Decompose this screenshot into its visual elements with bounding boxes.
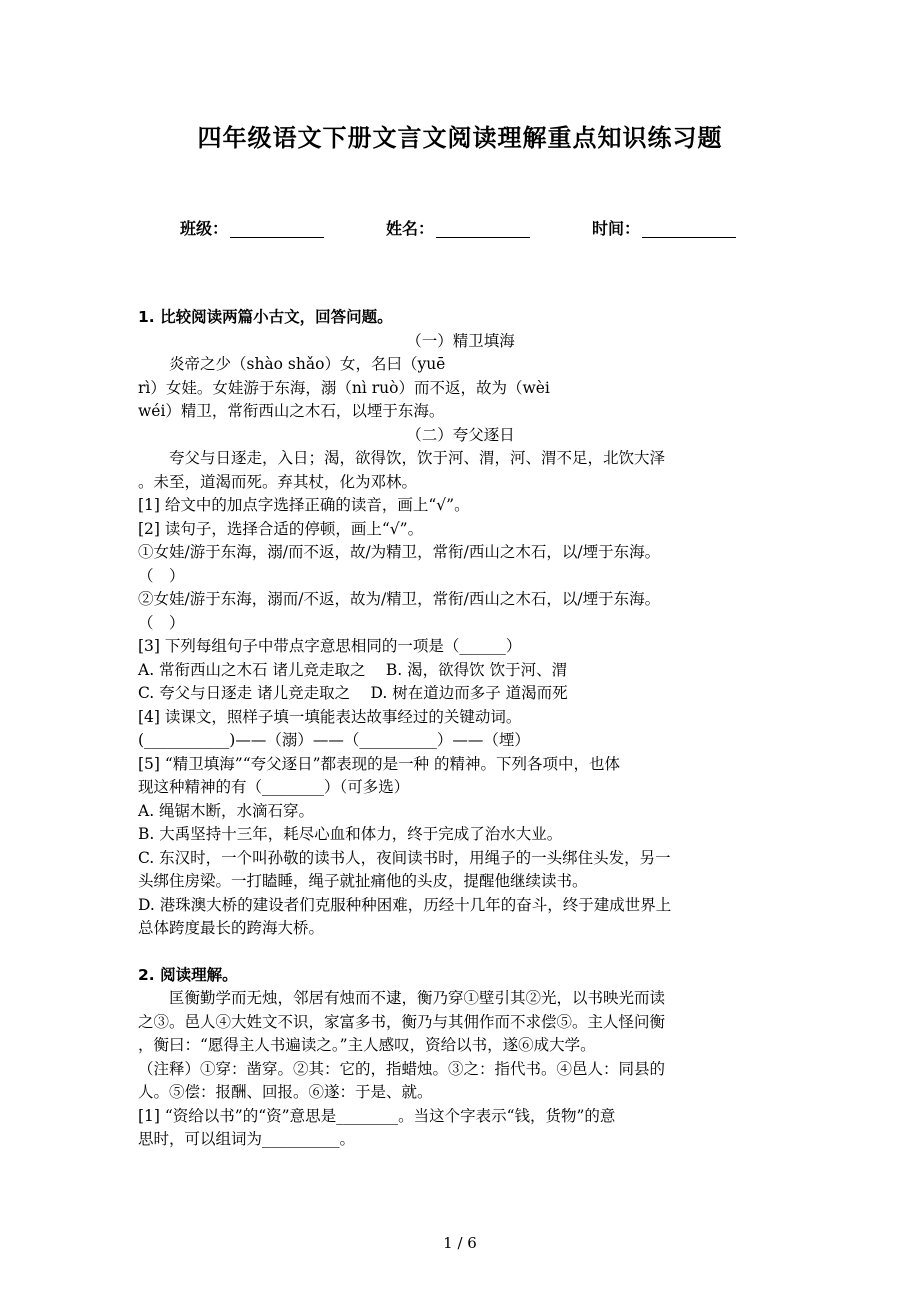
passage-2-line: 。未至，道渴而死。弃其杖，化为邓林。: [138, 472, 418, 491]
option-b: B. 大禹坚持十三年，耗尽心血和体力，终于完成了治水大业。: [138, 825, 563, 843]
passage-2-title: （二）夸父逐日: [406, 425, 515, 444]
option-c-cont: 头绑住房梁。一打瞌睡，绳子就扯痛他的头皮，提醒他继续读书。: [138, 872, 588, 890]
q2-sub-question-1-cont: 思时，可以组词为__________。: [138, 1130, 356, 1148]
section-spacer: [138, 941, 783, 964]
class-label: 班级：: [180, 219, 229, 238]
time-blank[interactable]: [642, 219, 736, 238]
page-number: 1 / 6: [443, 1234, 477, 1252]
sub-question-2-option-1: ①女娃/游于东海，溺/而不返，故/为精卫，常衔/西山之木石，以/堙于东海。: [138, 543, 661, 561]
passage-1-line: rì）女娃。女娃游于东海，溺（nì ruò）而不返，故为（wèi: [138, 378, 550, 397]
sub-question-3-options-cd: C. 夸父与日逐走 诸儿竞走取之 D. 树在道边而多子 道渴而死: [138, 684, 568, 702]
question-2-heading: 2. 阅读理解。: [138, 965, 238, 984]
option-c: C. 东汉时，一个叫孙敬的读书人，夜间读书时，用绳子的一头绑住头发，另一: [138, 848, 671, 867]
passage-1-line: wéi）精卫，常衔西山之木石，以堙于东海。: [138, 402, 445, 420]
passage-1-title: （一）精卫填海: [406, 331, 515, 350]
annotation-notes: （注释）①穿：凿穿。②其：它的，指蜡烛。③之：指代书。④邑人：同县的: [138, 1059, 666, 1078]
document-body: [138, 306, 783, 1152]
sub-question-2-option-2: ②女娃/游于东海，溺而/不返，故为/精卫，常衔/西山之木石，以/堙于东海。: [138, 590, 661, 608]
sub-question-4: [4] 读课文，照样子填一填能表达故事经过的关键动词。: [138, 707, 522, 726]
q2-sub-question-1: [1] “资给以书”的“资”意思是________。当这个字表示“钱，货物”的意: [138, 1106, 616, 1125]
option-a: A. 绳锯木断，水滴石穿。: [138, 801, 315, 820]
passage-1-line: 炎帝之少（shào shǎo）女，名曰（yuē: [169, 355, 446, 373]
passage-3-line: ，衡曰：“愿得主人书遍读之。”主人感叹，资给以书，遂⑥成大学。: [138, 1036, 596, 1054]
sub-question-4-blanks[interactable]: (___________)——（溺）——（__________）——（堙）: [138, 731, 530, 749]
question-1-heading: 1. 比较阅读两篇小古文，回答问题。: [138, 308, 393, 326]
option-d-cont: 总体跨度最长的跨海大桥。: [138, 919, 325, 937]
sub-question-5-cont: 现这种精神的有（________）（可多选）: [138, 778, 410, 796]
sub-question-3-options-ab: A. 常衔西山之木石 诸儿竞走取之 B. 渴，欲得饮 饮于河、渭: [138, 660, 568, 679]
name-label: 姓名：: [386, 219, 435, 238]
name-blank[interactable]: [436, 219, 530, 238]
sub-question-5: [5] “精卫填海”“夸父逐日”都表现的是一种 的精神。下列各项中，也体: [138, 754, 621, 773]
name-field[interactable]: [386, 216, 530, 239]
passage-2-line: 夸父与日逐走，入日；渴，欲得饮，饮于河、渭，河、渭不足，北饮大泽: [169, 449, 666, 467]
class-blank[interactable]: [230, 219, 324, 238]
answer-paren[interactable]: （ ）: [138, 613, 185, 632]
passage-3-line: 匡衡勤学而无烛，邻居有烛而不逮，衡乃穿①壁引其②光，以书映光而读: [169, 989, 666, 1007]
passage-3-line: 之③。邑人④大姓文不识，家富多书，衡乃与其佣作而不求偿⑤。主人怪问衡: [138, 1012, 666, 1031]
page-title: 四年级语文下册文言文阅读理解重点知识练习题: [197, 124, 723, 152]
class-field[interactable]: [180, 216, 324, 239]
sub-question-1: [1] 给文中的加点字选择正确的读音，画上“√”。: [138, 496, 470, 514]
sub-question-3: [3] 下列每组句子中带点字意思相同的一项是（______）: [138, 637, 522, 655]
sub-question-2: [2] 读句子，选择合适的停顿，画上“√”。: [138, 519, 424, 538]
time-field[interactable]: [592, 216, 736, 239]
answer-paren[interactable]: （ ）: [138, 566, 185, 585]
option-d: D. 港珠澳大桥的建设者们克服种种困难，历经十几年的奋斗，终于建成世界上: [138, 895, 672, 914]
annotation-notes-cont: 人。⑤偿：报酬、回报。⑥遂：于是、就。: [138, 1083, 433, 1101]
time-label: 时间：: [592, 219, 641, 238]
